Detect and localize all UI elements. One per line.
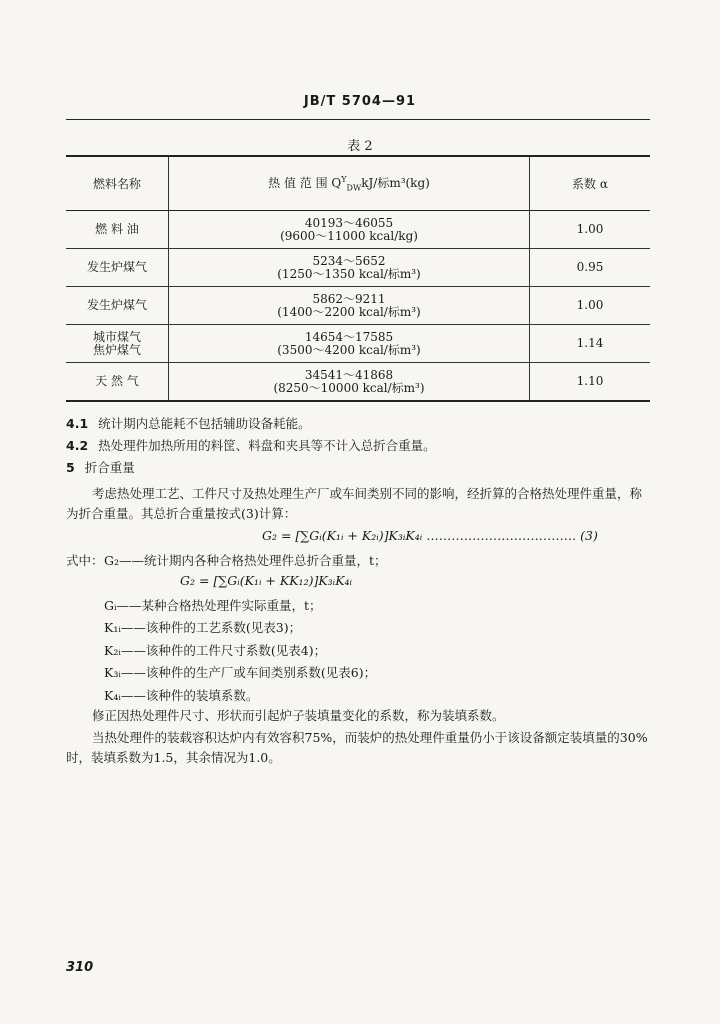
col-header-fuel: 燃料名称: [66, 156, 169, 211]
table-row: [66, 211, 650, 249]
range-kj: 40193～46055: [304, 215, 394, 230]
col-header-heat-text: 热 值 范 围: [268, 176, 332, 191]
def-k1: K₁ᵢ——该种件的工艺系数(见表3)；: [104, 620, 302, 635]
document-header: JB/T 5704—91: [303, 94, 417, 109]
range-kcal: (8250～10000 kcal/标m³): [273, 380, 425, 395]
table-title: 表 2: [347, 139, 373, 154]
range-kcal: (1400～2200 kcal/标m³): [277, 304, 421, 319]
coef-cell: 1.10: [530, 363, 651, 402]
col-header-q: Q: [331, 176, 342, 191]
coef-cell: 1.14: [530, 325, 651, 363]
fuel-table: [66, 155, 650, 402]
fuel-name-cell: 天 然 气: [66, 363, 169, 402]
def-gi: Gᵢ——某种合格热处理件实际重量，t；: [104, 598, 322, 613]
col-header-coef: 系数 α: [530, 156, 651, 211]
fuel-name-cell: 发生炉煤气: [66, 287, 169, 325]
table-row: [66, 325, 650, 363]
fuel-name-cell: 城市煤气 焦炉煤气: [66, 325, 169, 363]
clause-text: 热处理件加热所用的料筐、料盘和夹具等不计入总折合重量。: [98, 438, 436, 453]
range-kj: 14654～17585: [304, 329, 394, 344]
coef-cell: 0.95: [530, 249, 651, 287]
range-kj: 34541～41868: [304, 367, 394, 382]
formula-3b: G₂ = [∑Gᵢ(K₁ᵢ + KK₁₂)]K₃ᵢK₄ᵢ: [180, 573, 353, 588]
def-k2: K₂ᵢ——该种件的工件尺寸系数(见表4)；: [104, 643, 327, 658]
clause-text: 统计期内总能耗不包括辅助设备耗能。: [98, 416, 311, 431]
col-header-q-sub: DW: [346, 183, 362, 193]
paragraph-fill-rule: 当热处理件的装载容积达炉内有效容积75%，而装炉的热处理件重量仍小于该设备额定装填量的30%时，装填系数为1.5，其余情况为1.0。: [66, 730, 648, 765]
header-rule: [66, 119, 650, 120]
coef-cell: 1.00: [530, 211, 651, 249]
col-header-q-sup: Y: [341, 175, 347, 185]
range-kj: 5234～5652: [312, 253, 386, 268]
clause-4-2: [66, 436, 436, 456]
range-kcal: (9600～11000 kcal/kg): [280, 228, 418, 243]
section-number: 5: [66, 460, 75, 475]
table-row: [66, 249, 650, 287]
paragraph-fill-coef: 修正因热处理件尺寸、形状而引起炉子装填量变化的系数，称为装填系数。: [92, 708, 505, 723]
fuel-name-cell: 发生炉煤气: [66, 249, 169, 287]
clause-number: 4.1: [66, 416, 89, 431]
col-header-heat-range: [169, 156, 530, 211]
where-label: 式中：: [66, 553, 104, 568]
heat-range-cell: [169, 249, 530, 287]
table-body: [66, 211, 650, 402]
coef-cell: 1.00: [530, 287, 651, 325]
heat-range-cell: [169, 325, 530, 363]
fuel-name-cell: 燃 料 油: [66, 211, 169, 249]
paragraph-definition: 考虑热处理工艺、工件尺寸及热处理生产厂或车间类别不同的影响，经折算的合格热处理件重量，称为折合重量。其总折合重量按式(3)计算：: [66, 486, 643, 521]
formula-3: G₂ = [∑Gᵢ(K₁ᵢ + K₂ᵢ)]K₃ᵢK₄ᵢ ……………………………… (3): [262, 528, 598, 543]
col-header-unit: kJ/标m³(kg): [361, 176, 430, 191]
section-5-heading: [66, 458, 135, 478]
section-title: 折合重量: [84, 460, 135, 475]
def-k3: K₃ᵢ——该种件的生产厂或车间类别系数(见表6)；: [104, 665, 377, 680]
table-row: [66, 287, 650, 325]
heat-range-cell: [169, 363, 530, 402]
def-k4: K₄ᵢ——该种件的装填系数。: [104, 688, 259, 703]
clause-4-1: [66, 414, 311, 434]
heat-range-cell: [169, 287, 530, 325]
range-kj: 5862～9211: [312, 291, 386, 306]
clause-number: 4.2: [66, 438, 89, 453]
table-row: [66, 363, 650, 402]
def-gz: G₂——统计期内各种合格热处理件总折合重量，t；: [104, 553, 387, 568]
range-kcal: (1250～1350 kcal/标m³): [277, 266, 421, 281]
range-kcal: (3500～4200 kcal/标m³): [277, 342, 421, 357]
page-number: 310: [66, 960, 94, 975]
heat-range-cell: [169, 211, 530, 249]
